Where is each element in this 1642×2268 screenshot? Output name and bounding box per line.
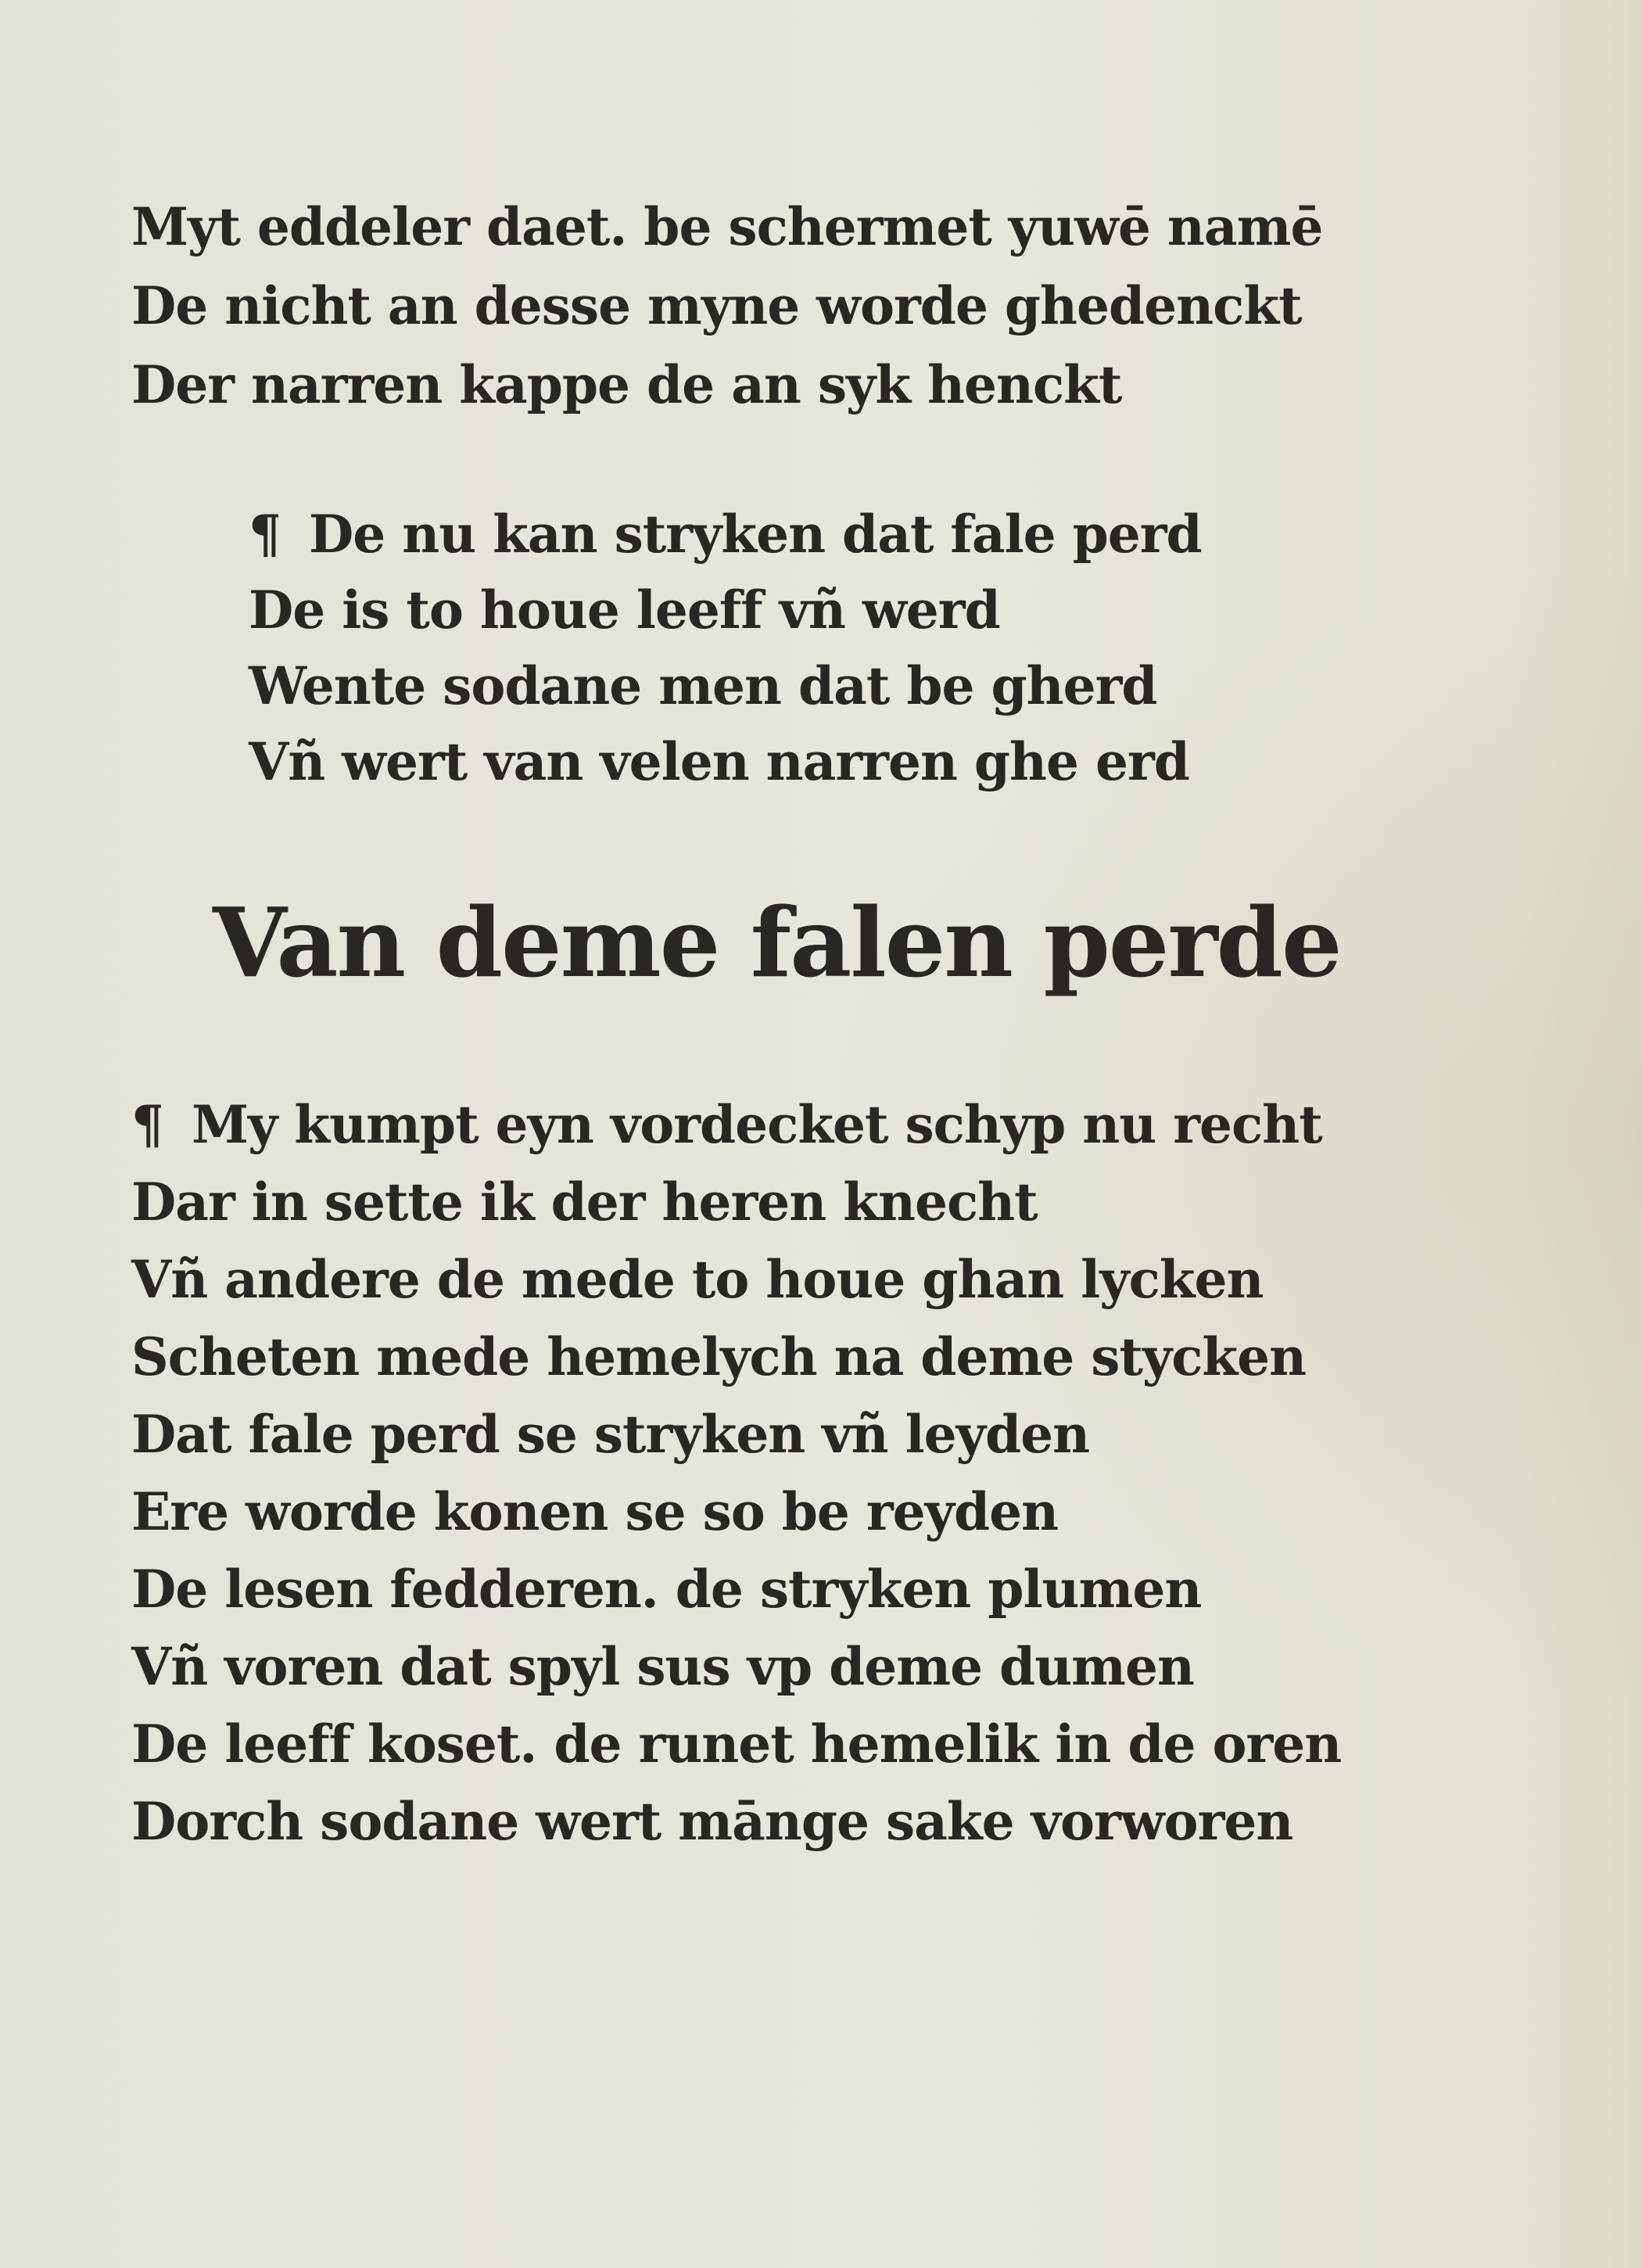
stanza3-line-4: Scheten mede hemelych na deme stycken xyxy=(131,1326,1307,1387)
stanza3-line-2: Dar in sette ik der heren knecht xyxy=(131,1172,1038,1233)
section-heading: Van deme falen perde xyxy=(213,886,1341,999)
stanza3-line-3: Vñ andere de mede to houe ghan lycken xyxy=(131,1249,1264,1310)
stanza2-line-1 xyxy=(249,497,1202,572)
stanza3-line-5: Dat fale perd se stryken vñ leyden xyxy=(131,1404,1090,1465)
stanza2-line-4: Vñ wert van velen narren ghe erd xyxy=(249,731,1189,792)
stanza2-line-2: De is to houe leeff vñ werd xyxy=(249,580,1000,641)
stanza3-line-7: De lesen fedderen. de stryken plumen xyxy=(131,1559,1202,1620)
stanza3-line-9: De leeff koset. de runet hemelik in de oren xyxy=(131,1714,1342,1775)
pilcrow-mark: ¶ xyxy=(249,504,281,565)
stanza3-line-1 xyxy=(131,1087,1322,1162)
stanza1-line-1: Myt eddeler daet. be schermet yuwē namē xyxy=(131,196,1323,257)
stanza2-line-1-text: De nu kan stryken dat fale perd xyxy=(309,504,1202,565)
stanza3-line-6: Ere worde konen se so be reyden xyxy=(131,1481,1059,1542)
stanza3-line-8: Vñ voren dat spyl sus vp deme dumen xyxy=(131,1636,1194,1697)
stanza1-line-2: De nicht an desse myne worde ghedenckt xyxy=(131,275,1302,336)
stanza2-line-3: Wente sodane men dat be gherd xyxy=(249,655,1157,716)
stanza3-line-1-text: My kumpt eyn vordecket schyp nu recht xyxy=(192,1094,1322,1155)
pilcrow-mark: ¶ xyxy=(131,1094,163,1155)
stanza1-line-3: Der narren kappe de an syk henckt xyxy=(131,354,1122,415)
stanza3-line-10: Dorch sodane wert mānge sake vorworen xyxy=(131,1791,1293,1852)
